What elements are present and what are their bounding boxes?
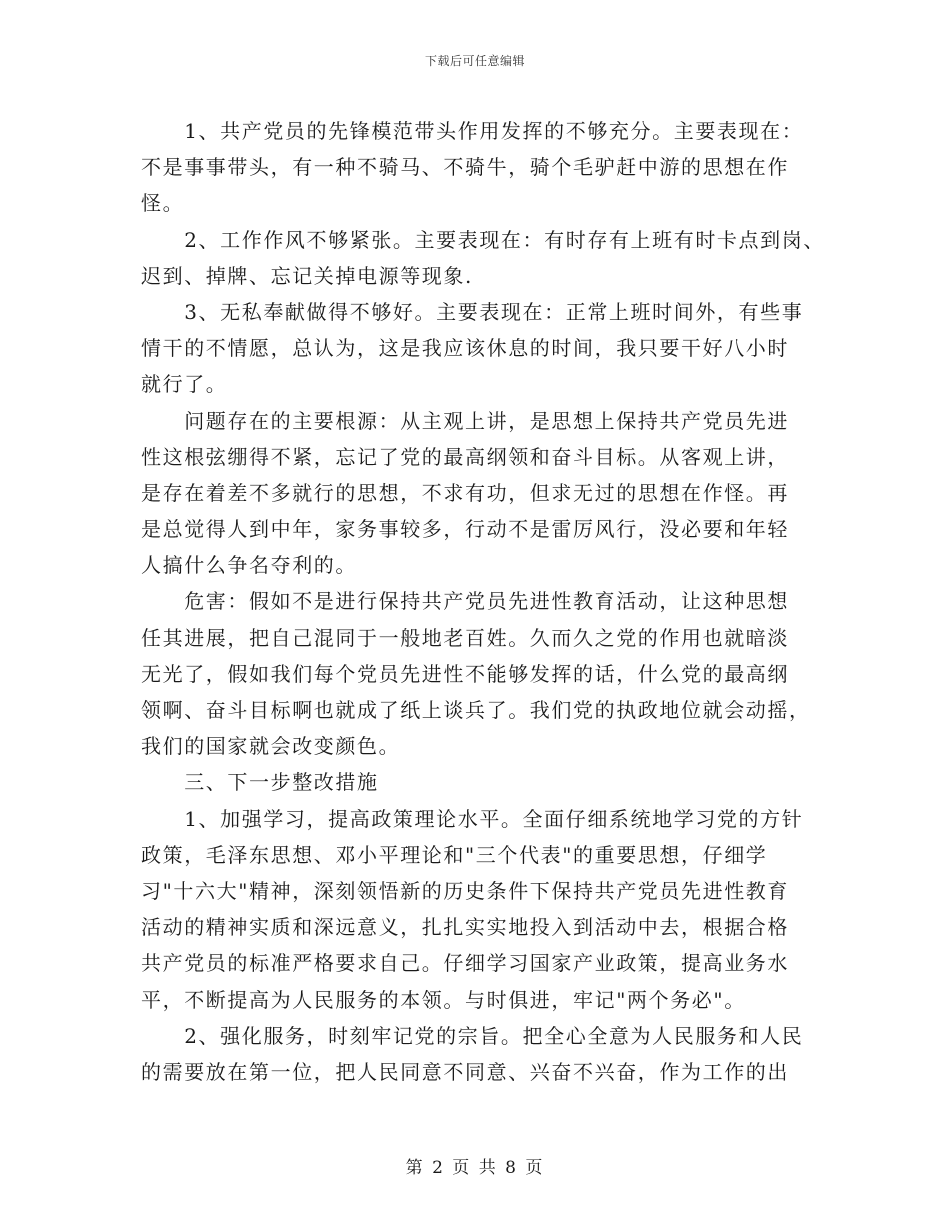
- page-header: 下载后可任意编辑: [424, 54, 525, 68]
- text-line: 政策，毛泽东思想、邓小平理论和"三个代表"的重要思想，仔细学: [141, 842, 768, 867]
- text-line: 是总觉得人到中年，家务事较多，行动不是雷厉风行，没必要和年轻: [141, 517, 789, 542]
- body-text: [141, 113, 831, 1090]
- text-line: 3、无私奉献做得不够好。主要表现在：正常上班时间外，有些事: [141, 299, 804, 324]
- text-line: 1、共产党员的先锋模范带头作用发挥的不够充分。主要表现在：: [141, 119, 804, 143]
- text-line: 我们的国家就会改变颜色。: [141, 734, 401, 759]
- text-line: 的需要放在第一位，把人民同意不同意、兴奋不兴奋，作为工作的出: [141, 1059, 789, 1084]
- text-line: 是存在着差不多就行的思想，不求有功，但求无过的思想在作怪。再: [141, 480, 789, 505]
- text-line: 无光了，假如我们每个党员先进性不能够发挥的话，什么党的最高纲: [141, 661, 789, 686]
- text-line: 怪。: [141, 191, 185, 216]
- text-line: 人搞什么争名夺利的。: [141, 553, 357, 578]
- text-line: 情干的不情愿，总认为，这是我应该休息的时间，我只要干好八小时: [141, 336, 789, 361]
- text-line: 2、强化服务，时刻牢记党的宗旨。把全心全意为人民服务和人民: [141, 1023, 804, 1048]
- text-line: 领啊、奋斗目标啊也就成了纸上谈兵了。我们党的执政地位就会动摇，: [141, 698, 811, 722]
- text-line: 1、加强学习，提高政策理论水平。全面仔细系统地学习党的方针: [141, 806, 804, 831]
- section-heading: 三、下一步整改措施: [141, 770, 379, 795]
- text-line: 2、工作作风不够紧张。主要表现在：有时存有上班有时卡点到岗、: [141, 227, 825, 252]
- text-line: 不是事事带头，有一种不骑马、不骑牛，骑个毛驴赶中游的思想在作: [141, 155, 789, 180]
- text-line: 迟到、掉牌、忘记关掉电源等现象.: [141, 263, 473, 288]
- text-line: 平，不断提高为人民服务的本领。与时俱进，牢记"两个务必"。: [141, 987, 746, 1012]
- text-line: 活动的精神实质和深远意义，扎扎实实地投入到活动中去，根据合格: [141, 915, 789, 940]
- text-line: 性这根弦绷得不紧，忘记了党的最高纲领和奋斗目标。从客观上讲，: [141, 444, 789, 469]
- text-line: 共产党员的标准严格要求自己。仔细学习国家产业政策，提高业务水: [141, 951, 789, 976]
- text-line: 问题存在的主要根源：从主观上讲，是思想上保持共产党员先进: [141, 408, 789, 433]
- text-line: 习"十六大"精神，深刻领悟新的历史条件下保持共产党员先进性教育: [141, 878, 789, 903]
- text-line: 任其进展，把自己混同于一般地老百姓。久而久之党的作用也就暗淡: [141, 625, 789, 650]
- page-number-footer: 第 2 页 共 8 页: [405, 1158, 545, 1178]
- text-line: 危害：假如不是进行保持共产党员先进性教育活动，让这种思想: [141, 589, 789, 614]
- text-line: 就行了。: [141, 372, 228, 397]
